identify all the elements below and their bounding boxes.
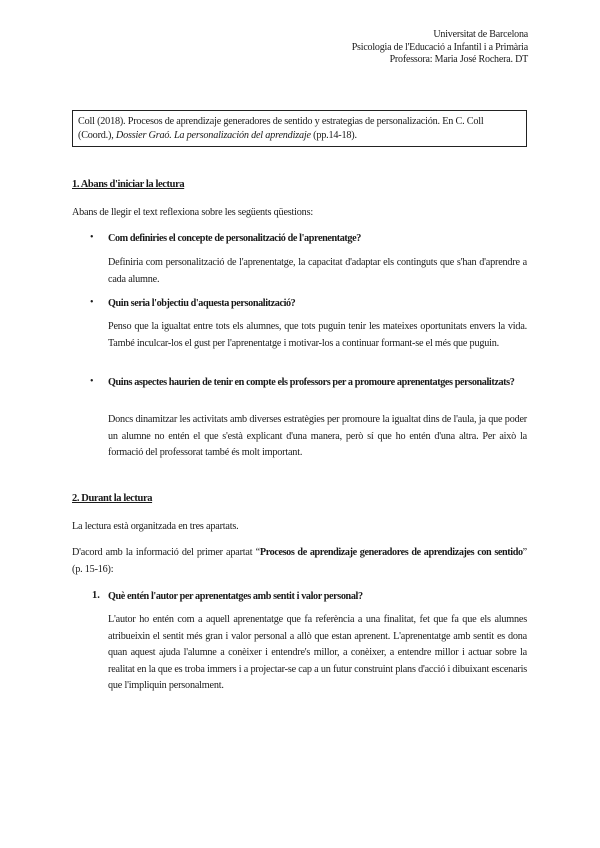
question-2-1: Què entén l'autor per aprenentatges amb sentit i valor personal? bbox=[108, 591, 363, 602]
answer-2-1: L'autor ho entén com a aquell aprenentatge que fa referència a una finalitat, fet que fa que els alumnes atribueixin el sentit més gran i valor personal a allò que estan aprenent. L'aprenentatge amb sentit es dona quan aquest ajuda l'alumne a conèixer i entendre's millor, a conèixer, a entendre millor i actuar sobre la realitat en la que es troba immers i a projectar-se cap a un futur construint plans d'acció i dibuixant escenaris que l'impliquin personalment. bbox=[108, 614, 527, 691]
citation-box bbox=[72, 110, 527, 147]
bullet-icon: • bbox=[90, 297, 94, 308]
citation-text: Coll (2018). Procesos de aprendizaje generadores de sentido y estrategias de personalización. En C. Coll (Coord.), bbox=[78, 116, 484, 141]
section-2-heading: 2. Durant la lectura bbox=[72, 493, 153, 504]
answer-1-2: Penso que la igualtat entre tots els alumnes, que tots puguin tenir les mateixes oportunitats envers la vida. També inculcar-los el gust per l'aprenentatge i motivar-los a continuar formant-se el més que puguin. bbox=[108, 321, 527, 349]
bullet-icon: • bbox=[90, 232, 94, 243]
section-2-context bbox=[72, 545, 527, 578]
question-1-1: Com definiries el concepte de personalització de l'aprenentatge? bbox=[108, 233, 361, 244]
header-professor: Professora: Maria José Rochera. DT bbox=[389, 54, 528, 65]
context-section-title: Procesos de aprendizaje generadores de aprendizajes con sentido bbox=[259, 547, 523, 558]
section-1-intro: Abans de llegir el text reflexiona sobre les següents qüestions: bbox=[72, 207, 313, 218]
context-text-end: ” (p. 15-16): bbox=[72, 547, 527, 575]
citation-title-italic: Dossier Graó. La personalización del aprendizaje bbox=[115, 129, 311, 141]
document-header bbox=[352, 29, 528, 67]
header-course: Psicologia de l'Educació a Infantil i a Primària bbox=[351, 41, 528, 53]
header-university: Universitat de Barcelona bbox=[433, 29, 528, 40]
question-1-3: Quins aspectes haurien de tenir en compte els professors per a promoure aprenentatges personalitzats? bbox=[108, 377, 515, 388]
question-1-2: Quin seria l'objectiu d'aquesta personalització? bbox=[108, 298, 296, 309]
section-1-heading: 1. Abans d'iniciar la lectura bbox=[72, 179, 185, 190]
context-text-start: D'acord amb la informació del primer apartat “ bbox=[72, 547, 260, 558]
bullet-icon: • bbox=[90, 376, 94, 387]
answer-1-3: Doncs dinamitzar les activitats amb diverses estratègies per promoure la igualtat dins de l'aula, ja que poder un alumne no entén el que s'està explicant d'una manera, però sí que ho entén d'una altra. Per això la formació del professorat també és molt important. bbox=[108, 414, 527, 458]
section-2-intro: La lectura està organitzada en tres apartats. bbox=[72, 521, 239, 532]
citation-pages: (pp.14-18). bbox=[310, 129, 357, 141]
list-number: 1. bbox=[92, 590, 100, 601]
answer-1-1: Definiria com personalització de l'aprenentatge, la capacitat d'adaptar els continguts que s'han d'aprendre a cada alumne. bbox=[108, 257, 527, 285]
